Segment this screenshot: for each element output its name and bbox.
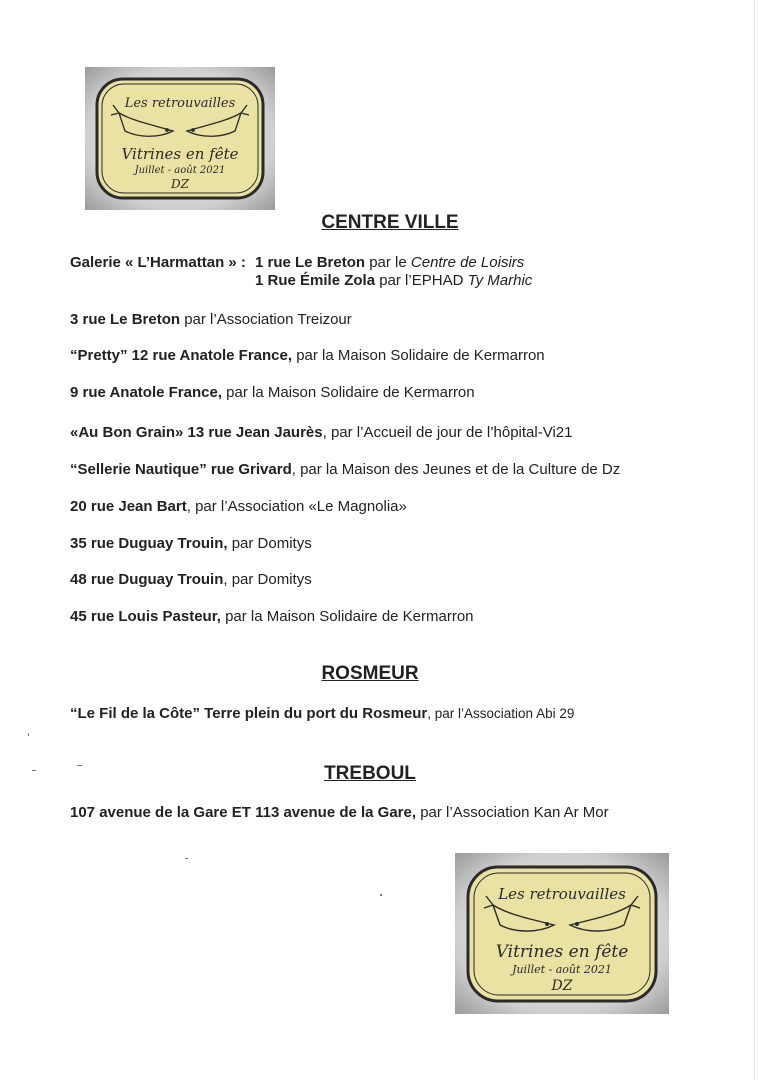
galerie-by-1: par le: [365, 254, 411, 271]
scan-speck: [28, 733, 29, 736]
galerie-label: Galerie « L’Harmattan » :: [70, 254, 246, 271]
galerie-org-2: Ty Marhic: [467, 272, 533, 289]
entry-address: “Sellerie Nautique” rue Grivard: [70, 461, 292, 478]
entry-address: 20 rue Jean Bart: [70, 498, 187, 515]
entry-address: 9 rue Anatole France,: [70, 384, 222, 401]
galerie-by-2: par l’EPHAD: [375, 272, 468, 289]
entry-organizer: par la Maison Solidaire de Kermarron: [222, 384, 475, 401]
galerie-line-1: [255, 254, 524, 271]
entry-organizer: , par l’Association Abi 29: [427, 706, 575, 721]
entry-address: “Pretty” 12 rue Anatole France,: [70, 347, 293, 364]
entry-address: 45 rue Louis Pasteur,: [70, 608, 221, 625]
logo-line1: Les retrouvailles: [498, 885, 626, 903]
event-logo-top: [85, 67, 275, 210]
entry-address: 107 avenue de la Gare ET 113 avenue de la Gare,: [70, 804, 417, 821]
event-logo-bottom: [455, 853, 669, 1014]
section-heading-centre-ville: CENTRE VILLE: [321, 212, 459, 233]
entry-address: “Le Fil de la Côte” Terre plein du port du Rosmeur: [70, 705, 428, 722]
logo-line3: Juillet - août 2021: [512, 963, 612, 976]
scan-speck: [77, 765, 82, 766]
list-item: [70, 535, 750, 553]
scan-speck: [32, 770, 36, 771]
section-heading-rosmeur: ROSMEUR: [321, 663, 419, 684]
list-item: [70, 498, 750, 516]
section-heading-treboul: TREBOUL: [324, 763, 416, 784]
logo-mark: DZ: [551, 978, 573, 994]
scan-speck: [380, 894, 382, 896]
list-item: [70, 571, 750, 589]
scan-speck: [185, 858, 188, 859]
logo-mark: DZ: [171, 177, 189, 191]
galerie-org-1: Centre de Loisirs: [410, 254, 525, 271]
entry-organizer: , par l’Association «Le Magnolia»: [186, 498, 407, 515]
entry-address: 35 rue Duguay Trouin,: [70, 535, 228, 552]
entry-organizer: par l’Association Kan Ar Mor: [416, 804, 609, 821]
entry-organizer: par la Maison Solidaire de Kermarron: [220, 608, 474, 625]
galerie-addr-1: 1 rue Le Breton: [255, 254, 366, 271]
entry-address: «Au Bon Grain» 13 rue Jean Jaurès: [70, 424, 323, 441]
entry-organizer: , par Domitys: [223, 571, 312, 588]
entry-organizer: par la Maison Solidaire de Kermarron: [292, 347, 545, 364]
list-item: [70, 311, 750, 329]
galerie-addr-2: 1 Rue Émile Zola: [255, 272, 376, 289]
list-item: [70, 804, 750, 822]
logo-line1: Les retrouvailles: [124, 96, 236, 111]
list-item: [70, 384, 750, 402]
list-item: [70, 424, 750, 442]
list-item: [70, 608, 750, 626]
page-edge: [754, 0, 755, 1080]
list-item: [70, 461, 750, 479]
entry-organizer: , par l’Accueil de jour de l’hôpital-Vi21: [322, 424, 573, 441]
logo-line2: Vitrines en fête: [121, 145, 239, 163]
entry-organizer: , par la Maison des Jeunes et de la Culture de Dz: [291, 461, 621, 478]
galerie-line-2: [255, 272, 532, 289]
logo-line2: Vitrines en fête: [495, 942, 629, 962]
logo-line3: Juillet - août 2021: [134, 165, 226, 176]
entry-organizer: par l’Association Treizour: [184, 311, 352, 328]
list-item: [70, 347, 750, 365]
list-item: [70, 705, 750, 723]
entry-organizer: par Domitys: [227, 535, 312, 552]
entry-address: 48 rue Duguay Trouin: [70, 571, 224, 588]
entry-address: 3 rue Le Breton: [70, 311, 185, 328]
